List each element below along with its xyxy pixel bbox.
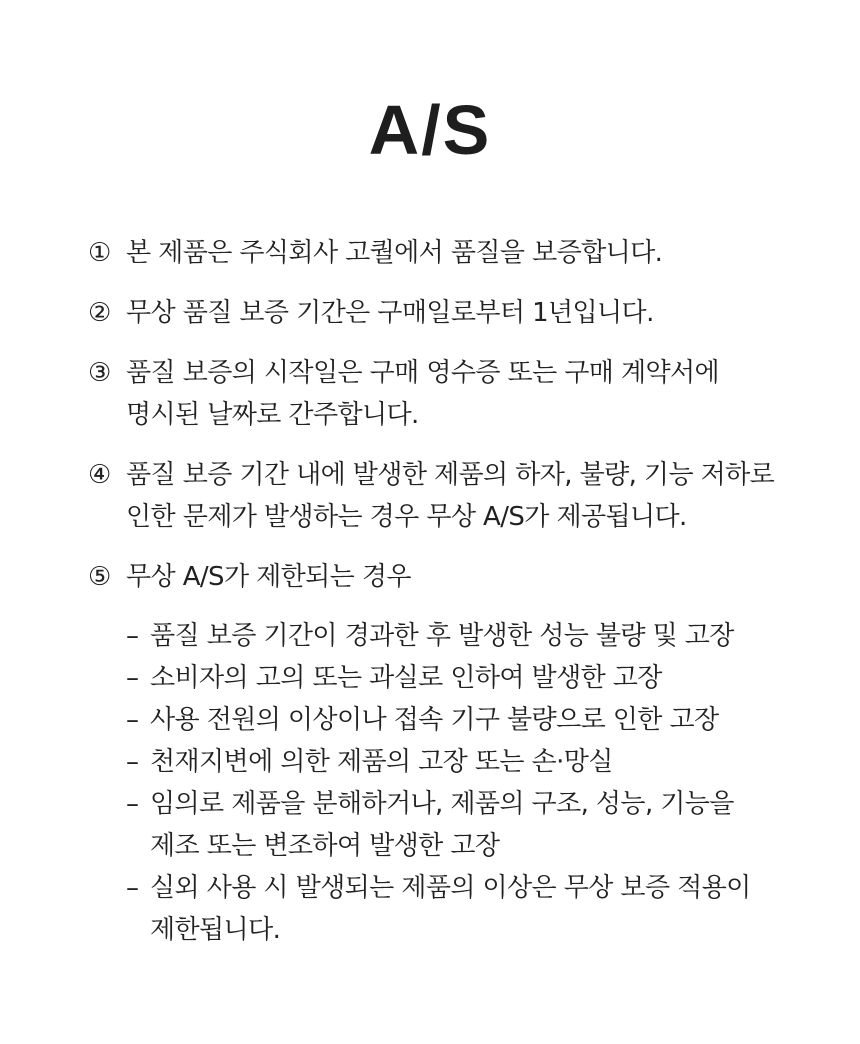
item-number: ③ bbox=[88, 358, 111, 388]
limitation-item-4 bbox=[126, 741, 806, 783]
limitation-text: 천재지변에 의한 제품의 고장 또는 손·망실 bbox=[150, 747, 613, 777]
limitation-item-2 bbox=[126, 657, 806, 699]
dash-bullet: – bbox=[126, 663, 139, 693]
limitation-text: 임의로 제품을 분해하거나, 제품의 구조, 성능, 기능을 bbox=[150, 789, 734, 819]
page-title: A/S bbox=[368, 91, 492, 169]
limitation-item-3 bbox=[126, 699, 806, 741]
item-text: 인한 문제가 발생하는 경우 무상 A/S가 제공됩니다. bbox=[126, 502, 687, 532]
limitation-item-6 bbox=[126, 867, 806, 951]
dash-bullet: – bbox=[126, 789, 139, 819]
list-item-4 bbox=[88, 454, 788, 538]
limitation-text: 실외 사용 시 발생되는 제품의 이상은 무상 보증 적용이 bbox=[150, 873, 751, 903]
dash-bullet: – bbox=[126, 705, 139, 735]
item-text: 품질 보증의 시작일은 구매 영수증 또는 구매 계약서에 bbox=[126, 358, 720, 388]
list-item-2 bbox=[88, 292, 788, 334]
dash-bullet: – bbox=[126, 747, 139, 777]
item-text: 무상 품질 보증 기간은 구매일로부터 1년입니다. bbox=[126, 298, 654, 328]
limitation-text: 품질 보증 기간이 경과한 후 발생한 성능 불량 및 고장 bbox=[150, 621, 734, 651]
limitation-text: 사용 전원의 이상이나 접속 기구 불량으로 인한 고장 bbox=[150, 705, 719, 735]
list-item-3 bbox=[88, 352, 788, 436]
limitation-text: 소비자의 고의 또는 과실로 인하여 발생한 고장 bbox=[150, 663, 662, 693]
item-number: ① bbox=[88, 238, 111, 268]
limitation-text: 제조 또는 변조하여 발생한 고장 bbox=[150, 831, 500, 861]
list-item-1 bbox=[88, 232, 788, 274]
item-text: 무상 A/S가 제한되는 경우 bbox=[126, 562, 411, 592]
dash-bullet: – bbox=[126, 621, 139, 651]
item-number: ⑤ bbox=[88, 562, 111, 592]
item-number: ④ bbox=[88, 460, 111, 490]
item-number: ② bbox=[88, 298, 111, 328]
item-text: 본 제품은 주식회사 고퀄에서 품질을 보증합니다. bbox=[126, 238, 663, 268]
limitation-item-5 bbox=[126, 783, 806, 867]
limitation-item-1 bbox=[126, 615, 806, 657]
limitation-text: 제한됩니다. bbox=[150, 915, 281, 945]
dash-bullet: – bbox=[126, 873, 139, 903]
item-text: 명시된 날짜로 간주합니다. bbox=[126, 400, 419, 430]
item-text: 품질 보증 기간 내에 발생한 제품의 하자, 불량, 기능 저하로 bbox=[126, 460, 775, 490]
list-item-5 bbox=[88, 556, 788, 598]
